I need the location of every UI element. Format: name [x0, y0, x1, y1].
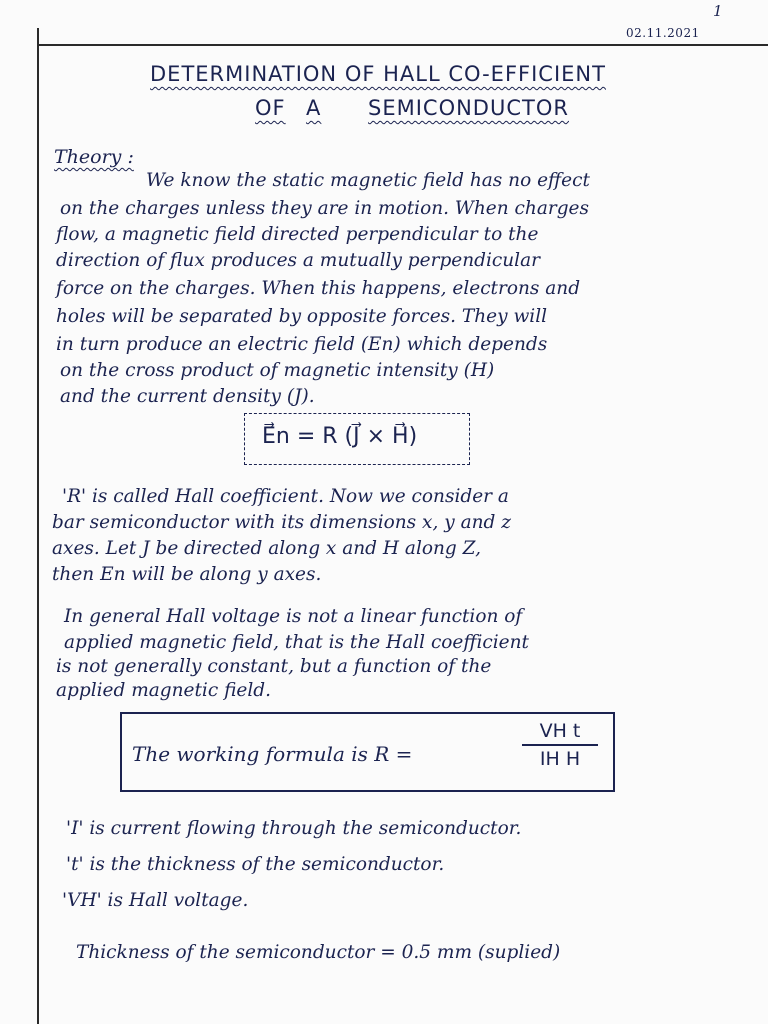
fraction-numerator: VH t — [539, 720, 581, 742]
para2-line: 'R' is called Hall coefficient. Now we consider a — [62, 486, 509, 507]
para3-line: applied magnetic field. — [56, 680, 272, 701]
para2-line: axes. Let J be directed along x and H along Z, — [52, 538, 482, 559]
fraction-denominator: IH H — [539, 747, 581, 770]
working-formula-fraction — [520, 720, 600, 770]
definition-line: 'I' is current flowing through the semiconductor. — [66, 818, 522, 839]
title-of: OF — [255, 96, 286, 120]
thickness-line: Thickness of the semiconductor = 0.5 mm (suplied) — [76, 942, 561, 963]
theory-heading: Theory : — [54, 146, 134, 168]
working-formula-label: The working formula is R = — [132, 742, 413, 766]
page-date: 02.11.2021 — [626, 26, 700, 40]
theory-line: and the current density (J). — [60, 386, 315, 407]
theory-line: direction of flux produces a mutually perpendicular — [56, 250, 540, 271]
para2-line: then En will be along y axes. — [52, 564, 322, 585]
hall-field-formula: E⃗n = R (J⃗ × H⃗) — [262, 424, 418, 449]
header-rule — [37, 44, 768, 46]
para3-line: In general Hall voltage is not a linear function of — [64, 606, 523, 627]
page-number: 1 — [713, 2, 723, 20]
definition-line: 't' is the thickness of the semiconductor. — [66, 854, 445, 875]
definition-line: 'VH' is Hall voltage. — [62, 890, 249, 911]
title-a: A — [306, 96, 322, 120]
theory-line: holes will be separated by opposite forces. They will — [56, 306, 548, 327]
para3-line: is not generally constant, but a function of the — [56, 656, 492, 677]
theory-line: force on the charges. When this happens, electrons and — [56, 278, 581, 299]
theory-line: in turn produce an electric field (En) which depends — [56, 334, 548, 355]
margin-line — [37, 28, 39, 1024]
para3-line: applied magnetic field, that is the Hall coefficient — [64, 632, 529, 653]
para2-line: bar semiconductor with its dimensions x, y and z — [52, 512, 511, 533]
title-semiconductor: SEMICONDUCTOR — [368, 96, 569, 120]
theory-line: flow, a magnetic field directed perpendicular to the — [56, 224, 539, 245]
theory-line: on the charges unless they are in motion. When charges — [60, 198, 589, 219]
title-line-1: DETERMINATION OF HALL CO-EFFICIENT — [150, 62, 606, 86]
theory-line: on the cross product of magnetic intensity (H) — [60, 360, 495, 381]
theory-line: We know the static magnetic field has no effect — [146, 170, 590, 191]
